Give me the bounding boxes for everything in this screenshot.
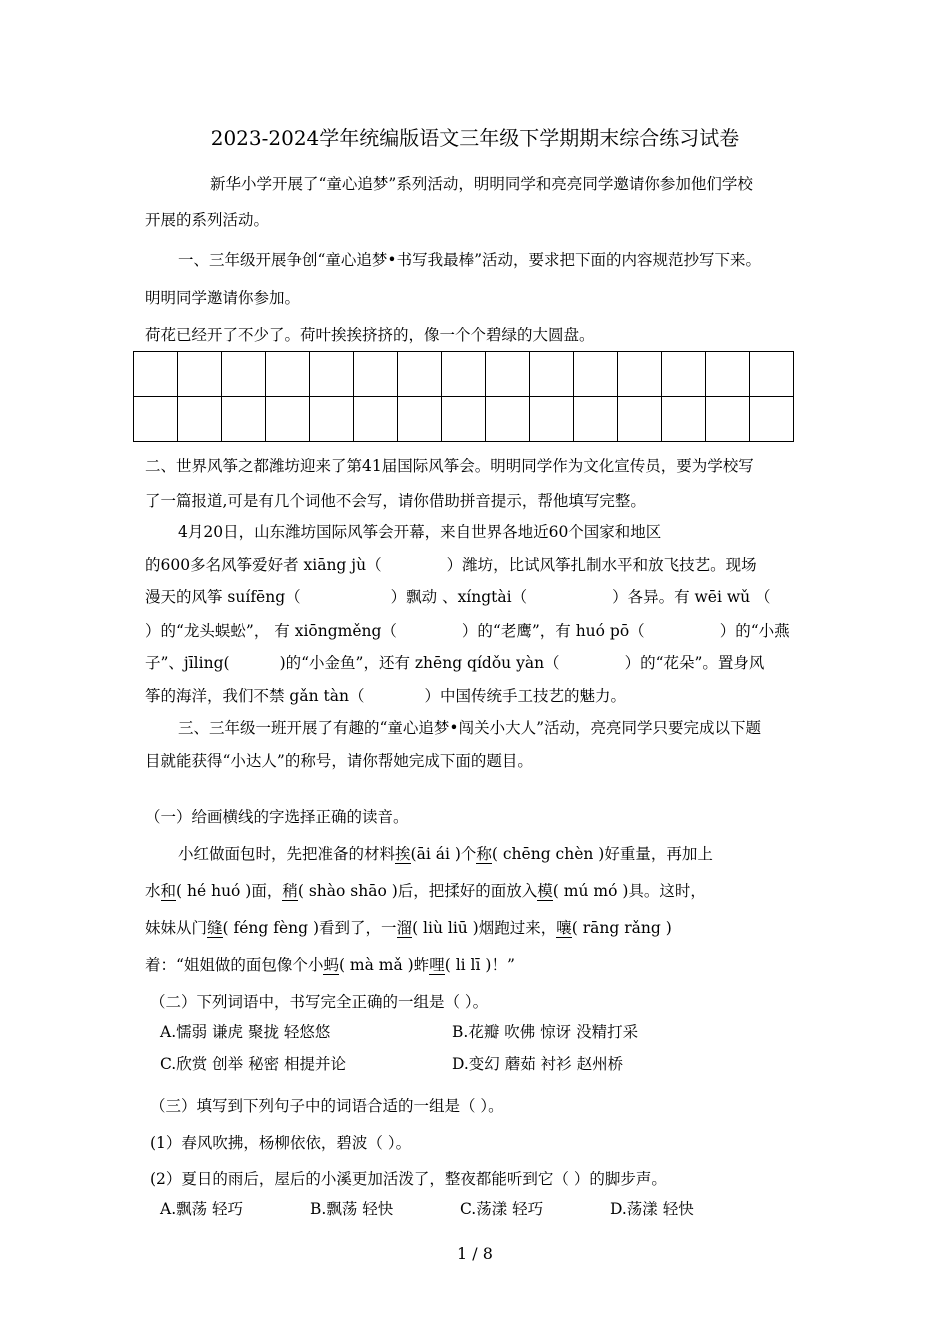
q2-option-a[interactable]: A.懦弱 谦虎 聚拢 轻悠悠 bbox=[160, 1023, 331, 1041]
q3-option-a[interactable]: A.飘荡 轻巧 bbox=[160, 1200, 244, 1218]
underlined-char: 哩 bbox=[429, 956, 445, 974]
intro-line-1: 新华小学开展了“童心追梦”系列活动，明明同学和亮亮同学邀请你参加他们学校 bbox=[210, 175, 753, 193]
section3-line-2: 目就能获得“小达人”的称号，请你帮她完成下面的题目。 bbox=[145, 752, 533, 770]
underlined-char: 挨 bbox=[395, 845, 411, 863]
q2-heading: （二）下列词语中，书写完全正确的一组是（ ）。 bbox=[150, 993, 489, 1011]
underlined-char: 嚷 bbox=[556, 919, 572, 937]
q2-option-b[interactable]: B.花瓣 吹佛 惊讶 没精打采 bbox=[452, 1023, 639, 1041]
q1-line-4: 着：“姐姐做的面包像个小蚂( mà mǎ )蚱哩( li lī )！” bbox=[145, 956, 515, 974]
report-line-3: 漫天的风筝 suífēng（ ）飘动 、xíngtài（ ）各异。有 wēi wǔ （ bbox=[145, 588, 771, 606]
section2-line-2: 了一篇报道,可是有几个词他不会写，请你借助拼音提示，帮他填写完整。 bbox=[145, 492, 646, 510]
q3-sentence-2: (2）夏日的雨后，屋后的小溪更加活泼了，整夜都能听到它（ ）的脚步声。 bbox=[150, 1170, 667, 1188]
report-line-4: ）的“龙头蜈蚣”， 有 xiōngměng（ ）的“老鹰”，有 huó pō（ ）的“小燕 bbox=[145, 622, 790, 640]
page-title: 2023-2024学年统编版语文三年级下学期期末综合练习试卷 bbox=[210, 126, 740, 150]
report-line-1: 4月20日，山东潍坊国际风筝会开幕，来自世界各地近60个国家和地区 bbox=[178, 523, 662, 541]
q1-line-2: 水和( hé huó )面，稍( shào shāo )后，把揉好的面放入模( mú mó )具。这时， bbox=[145, 882, 706, 900]
q2-option-d[interactable]: D.变幻 蘑茹 衬衫 赵州桥 bbox=[452, 1055, 624, 1073]
underlined-char: 蚂 bbox=[323, 956, 339, 974]
q3-heading: （三）填写到下列句子中的词语合适的一组是（ ）。 bbox=[150, 1097, 504, 1115]
intro-line-2: 开展的系列活动。 bbox=[145, 211, 270, 229]
writing-grid[interactable] bbox=[133, 351, 794, 442]
q1-heading: （一）给画横线的字选择正确的读音。 bbox=[145, 808, 409, 826]
q3-option-c[interactable]: C.荡漾 轻巧 bbox=[460, 1200, 544, 1218]
report-line-6: 筝的海洋，我们不禁 gǎn tàn（ ）中国传统手工技艺的魅力。 bbox=[145, 687, 626, 705]
q3-option-d[interactable]: D.荡漾 轻快 bbox=[610, 1200, 694, 1218]
report-line-2: 的600多名风筝爱好者 xiāng jù（ ）潍坊，比试风筝扎制水平和放飞技艺。现场 bbox=[145, 556, 757, 574]
underlined-char: 模 bbox=[537, 882, 553, 900]
underlined-char: 缝 bbox=[207, 919, 223, 937]
section2-line-1: 二、世界风筝之都潍坊迎来了第41届国际风筝会。明明同学作为文化宣传员，要为学校写 bbox=[145, 457, 754, 475]
underlined-char: 溜 bbox=[396, 919, 413, 937]
report-line-5: 子”、jīling( )的“小金鱼”，还有 zhēng qídǒu yàn（ ）的“花朵”。置身风 bbox=[145, 654, 765, 672]
section1-line-1: 一、三年级开展争创“童心追梦•书写我最棒”活动，要求把下面的内容规范抄写下来。 bbox=[178, 251, 761, 269]
grid-row bbox=[134, 397, 794, 442]
section1-line-2: 明明同学邀请你参加。 bbox=[145, 289, 301, 307]
underlined-char: 称 bbox=[476, 845, 492, 863]
underlined-char: 稍 bbox=[282, 882, 298, 900]
grid-row bbox=[134, 352, 794, 397]
section3-line-1: 三、三年级一班开展了有趣的“童心追梦•闯关小大人”活动，亮亮同学只要完成以下题 bbox=[178, 719, 761, 737]
q3-sentence-1: (1）春风吹拂，杨柳依依，碧波（ ）。 bbox=[150, 1134, 412, 1152]
page-number: 1 / 8 bbox=[457, 1244, 493, 1263]
q1-line-1: 小红做面包时，先把准备的材料挨(āi ái )个称( chēng chèn )好重量，再加上 bbox=[178, 845, 713, 863]
copy-text: 荷花已经开了不少了。荷叶挨挨挤挤的，像一个个碧绿的大圆盘。 bbox=[145, 326, 595, 344]
q3-option-b[interactable]: B.飘荡 轻快 bbox=[310, 1200, 394, 1218]
q1-line-3: 妹妹从门缝( féng fèng )看到了，一溜( liù liū )烟跑过来，嚷( rāng rǎng ) bbox=[145, 919, 672, 937]
underlined-char: 和 bbox=[160, 882, 177, 900]
q2-option-c[interactable]: C.欣赏 创举 秘密 相提并论 bbox=[160, 1055, 347, 1073]
